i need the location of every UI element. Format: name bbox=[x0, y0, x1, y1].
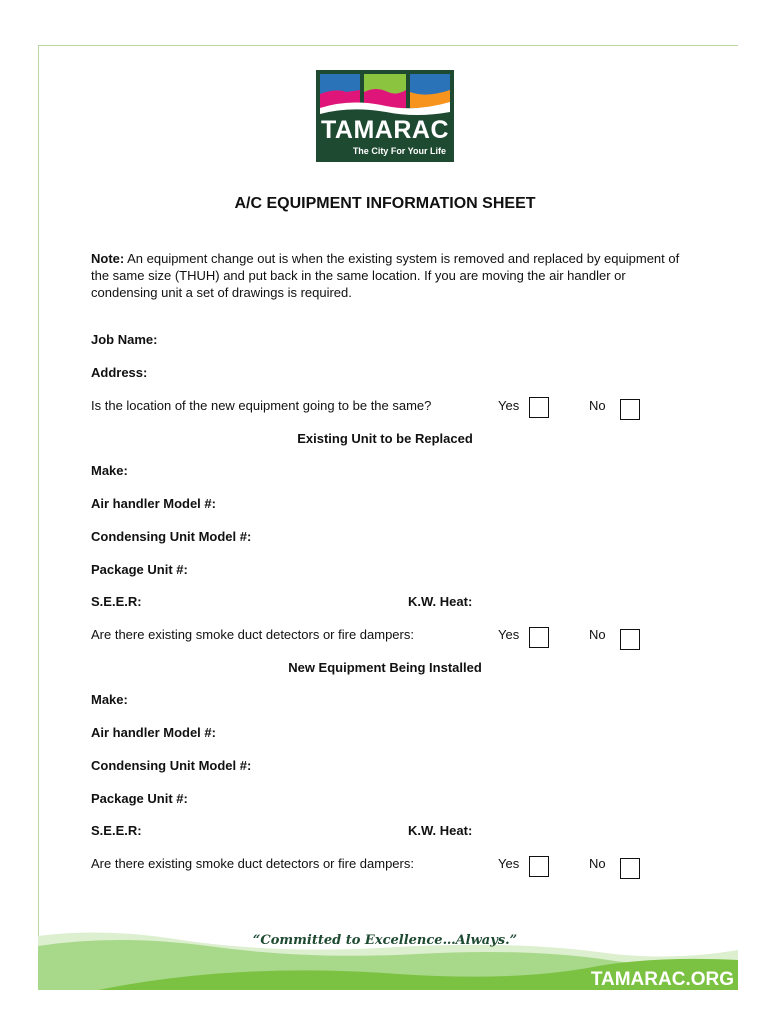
new-condensing-label: Condensing Unit Model #: bbox=[91, 758, 252, 773]
new-smoke-yes-checkbox[interactable] bbox=[529, 856, 549, 877]
existing-package-label: Package Unit #: bbox=[91, 562, 188, 577]
existing-make-label: Make: bbox=[91, 463, 128, 478]
note-text: An equipment change out is when the existing system is removed and replaced by equipment of the same size (THUH) and put back in the same location. If you are moving the air handler or condensing unit a set of drawings is required. bbox=[91, 251, 680, 300]
new-smoke-question: Are there existing smoke duct detectors or fire dampers: bbox=[91, 856, 414, 871]
existing-smoke-yes-label: Yes bbox=[498, 627, 520, 642]
logo-tagline: The City For Your Life bbox=[352, 146, 446, 156]
existing-smoke-no-label: No bbox=[589, 627, 606, 642]
location-yes-label: Yes bbox=[498, 398, 520, 413]
footer-motto: “Committed to Excellence…Always.” bbox=[252, 933, 518, 948]
new-air-handler-label: Air handler Model #: bbox=[91, 725, 216, 740]
new-kw-label: K.W. Heat: bbox=[408, 823, 473, 838]
logo-name: TAMARAC bbox=[320, 116, 449, 144]
note-label: Note: bbox=[91, 251, 125, 266]
existing-condensing-label: Condensing Unit Model #: bbox=[91, 529, 252, 544]
existing-air-handler-label: Air handler Model #: bbox=[91, 496, 216, 511]
tamarac-logo bbox=[316, 70, 454, 162]
footer-url: TAMARAC.ORG bbox=[590, 969, 734, 990]
location-question: Is the location of the new equipment going to be the same? bbox=[91, 398, 432, 413]
page-title: A/C EQUIPMENT INFORMATION SHEET bbox=[234, 195, 536, 212]
page-border bbox=[38, 45, 738, 990]
new-smoke-no-checkbox[interactable] bbox=[620, 858, 640, 879]
new-package-label: Package Unit #: bbox=[91, 791, 188, 806]
existing-seer-label: S.E.E.R: bbox=[91, 594, 142, 609]
existing-smoke-no-checkbox[interactable] bbox=[620, 629, 640, 650]
existing-smoke-yes-checkbox[interactable] bbox=[529, 627, 549, 648]
new-section-heading: New Equipment Being Installed bbox=[288, 660, 482, 675]
new-make-label: Make: bbox=[91, 692, 128, 707]
new-smoke-yes-label: Yes bbox=[498, 856, 520, 871]
location-yes-checkbox[interactable] bbox=[529, 397, 549, 418]
existing-section-heading: Existing Unit to be Replaced bbox=[297, 431, 473, 446]
address-label: Address: bbox=[91, 365, 148, 380]
note-paragraph bbox=[91, 250, 681, 301]
job-name-label: Job Name: bbox=[91, 332, 158, 347]
new-seer-label: S.E.E.R: bbox=[91, 823, 142, 838]
existing-kw-label: K.W. Heat: bbox=[408, 594, 473, 609]
location-no-checkbox[interactable] bbox=[620, 399, 640, 420]
location-no-label: No bbox=[589, 398, 606, 413]
new-smoke-no-label: No bbox=[589, 856, 606, 871]
existing-smoke-question: Are there existing smoke duct detectors or fire dampers: bbox=[91, 627, 414, 642]
